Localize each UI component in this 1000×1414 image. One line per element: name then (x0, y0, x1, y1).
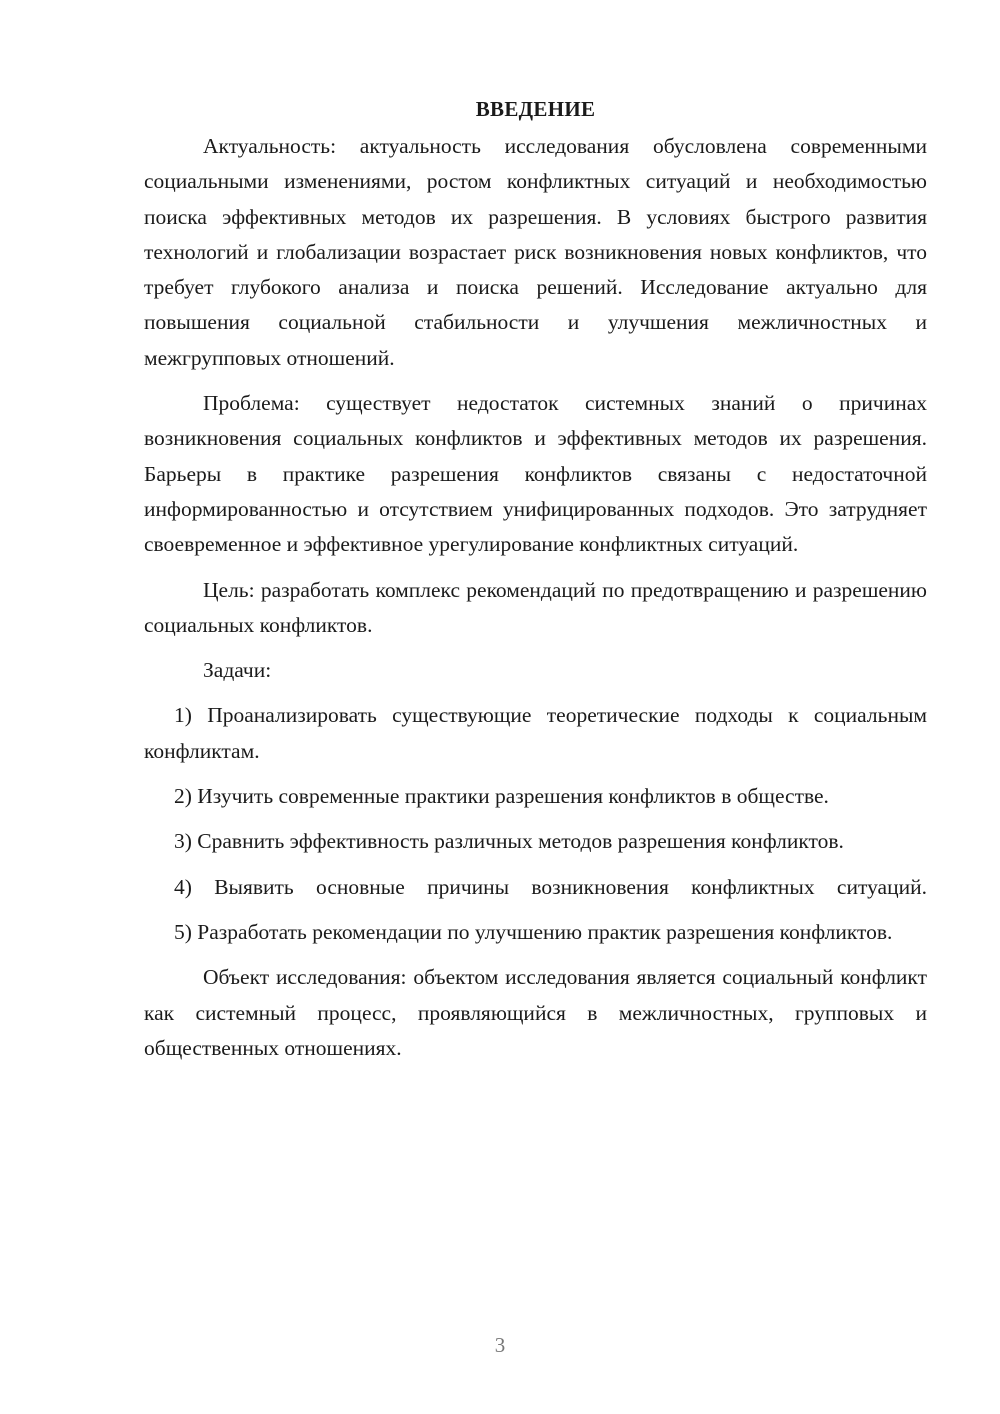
goal-paragraph: Цель: разработать комплекс рекомендаций по предотвращению и разрешению социальных конфликтов. (144, 577, 927, 637)
section-title: ВВЕДЕНИЕ (475, 97, 596, 121)
relevance-paragraph: Актуальность: актуальность исследования обусловлена современными социальными изменениями, ростом конфликтных ситуаций и необходимостью поиска эффективных методов их разрешения. В условиях быстрого развития технологий и глобализации возрастает риск возникновения новых конфликтов, что требует глубокого анализа и поиска решений. Исследование актуально для повышения социальной стабильности и улучшения межличностных и межгрупповых отношений. (144, 134, 927, 370)
problem-paragraph: Проблема: существует недостаток системных знаний о причинах возникновения социальных конфликтов и эффективных методов их разрешения. Барьеры в практике разрешения конфликтов связаны с недостаточной информированностью и отсутствием унифицированных подходов. Это затрудняет своевременное и эффективное урегулирование конфликтных ситуаций. (144, 391, 927, 557)
task-item-2: 2) Изучить современные практики разрешения конфликтов в обществе. (174, 784, 829, 809)
document-page (144, 92, 927, 1076)
object-paragraph: Объект исследования: объектом исследования является социальный конфликт как системный процесс, проявляющийся в межличностных, групповых и общественных отношениях. (144, 965, 927, 1060)
task-item-5: 5) Разработать рекомендации по улучшению практик разрешения конфликтов. (174, 919, 893, 944)
task-item-3: 3) Сравнить эффективность различных методов разрешения конфликтов. (174, 829, 844, 854)
task-item-4: 4) Выявить основные причины возникновения конфликтных ситуаций. (174, 874, 927, 899)
task-item-1: 1) Проанализировать существующие теоретические подходы к социальным конфликтам. (144, 703, 927, 763)
page-number: 3 (494, 1333, 506, 1357)
tasks-heading: Задачи: (203, 658, 272, 683)
